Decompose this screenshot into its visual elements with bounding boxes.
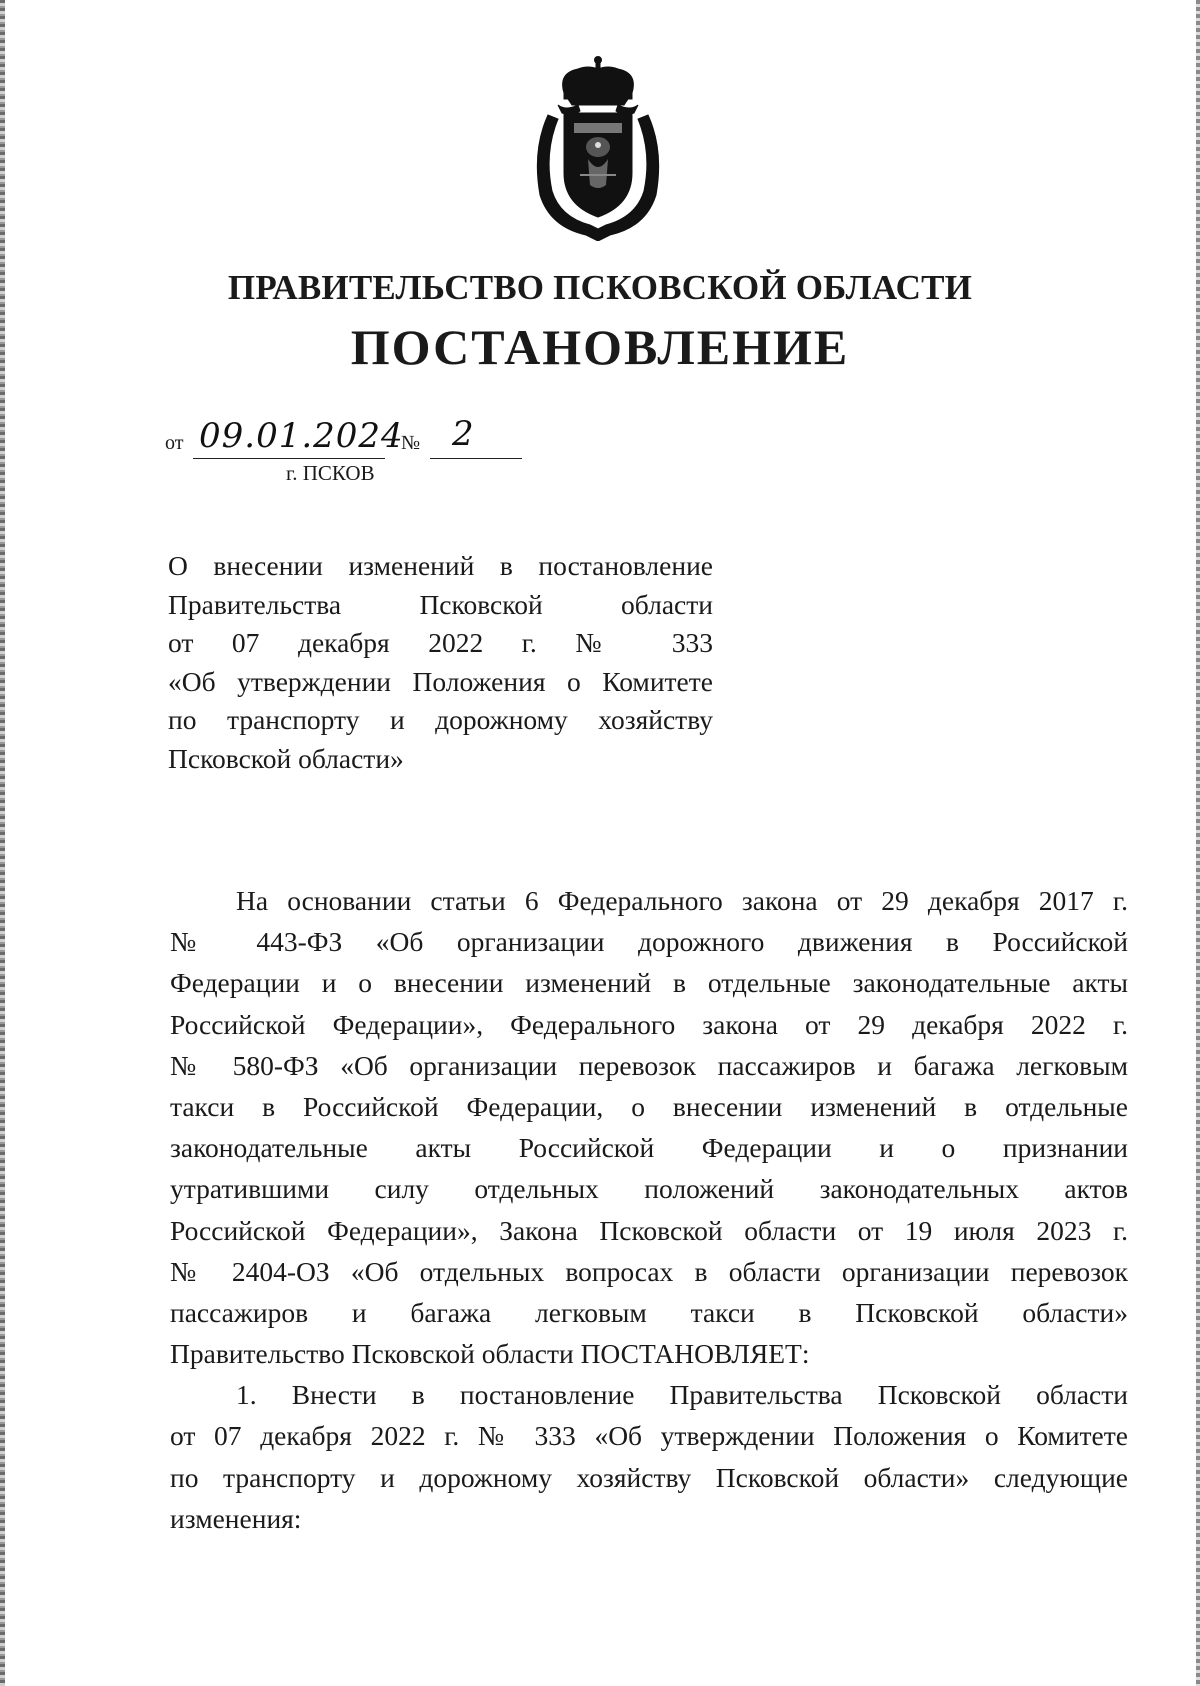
body-line: по транспорту и дорожному хозяйству Псковской области» следующие (170, 1461, 1128, 1493)
body-line: изменения: (170, 1502, 302, 1534)
date-underline (193, 458, 385, 459)
body-line: 1. Внести в постановление Правительства Псковской области (236, 1379, 1128, 1411)
date-prefix-label: от (165, 432, 184, 454)
body-line: Федерации и о внесении изменений в отдельные законодательные акты (170, 967, 1128, 999)
pskov-coat-of-arms-icon (528, 55, 668, 241)
subject-line: Псковской области» (168, 742, 404, 774)
body-line: Российской Федерации», Закона Псковской области от 19 июля 2023 г. (170, 1214, 1128, 1246)
body-line: На основании статьи 6 Федерального закона от 29 декабря 2017 г. (236, 885, 1128, 916)
scan-border-right (1196, 0, 1200, 1686)
document-subject (168, 547, 713, 778)
organization-title: ПРАВИТЕЛЬСТВО ПСКОВСКОЙ ОБЛАСТИ (227, 268, 973, 307)
subject-line: О внесении изменений в постановление (168, 550, 713, 581)
body-line: № 580-ФЗ «Об организации перевозок пассажиров и багажа легковым (170, 1049, 1128, 1081)
handwritten-date: 09.01.2024 (199, 416, 404, 456)
body-line: пассажиров и багажа легковым такси в Псковской области» (170, 1296, 1128, 1328)
body-line: Российской Федерации», Федерального закона от 29 декабря 2022 г. (170, 1008, 1128, 1040)
body-line: от 07 декабря 2022 г. № 333 «Об утверждении Положения о Комитете (170, 1420, 1128, 1452)
body-line: такси в Российской Федерации, о внесении изменений в отдельные (170, 1090, 1128, 1122)
document-body (170, 880, 1128, 1539)
number-underline (430, 458, 522, 459)
handwritten-number: 2 (452, 414, 475, 454)
scan-border-left (0, 0, 5, 1686)
subject-line: от 07 декабря 2022 г. № 333 (168, 627, 713, 658)
body-line: № 2404-ОЗ «Об отдельных вопросах в области организации перевозок (170, 1255, 1128, 1287)
city-label: г. ПСКОВ (286, 461, 375, 485)
subject-line: «Об утверждении Положения о Комитете (168, 665, 713, 697)
subject-line: Правительства Псковской области (168, 588, 713, 620)
body-line: утратившими силу отдельных положений законодательных актов (170, 1173, 1128, 1205)
body-line: законодательные акты Российской Федерации и о признании (170, 1132, 1128, 1164)
number-prefix-label: № (401, 432, 421, 454)
document-type-title: ПОСТАНОВЛЕНИЕ (350, 319, 850, 375)
body-line: Правительство Псковской области ПОСТАНОВЛЯЕТ: (170, 1338, 810, 1370)
subject-line: по транспорту и дорожному хозяйству (168, 704, 713, 735)
body-line: № 443-ФЗ «Об организации дорожного движения в Российской (170, 926, 1128, 958)
